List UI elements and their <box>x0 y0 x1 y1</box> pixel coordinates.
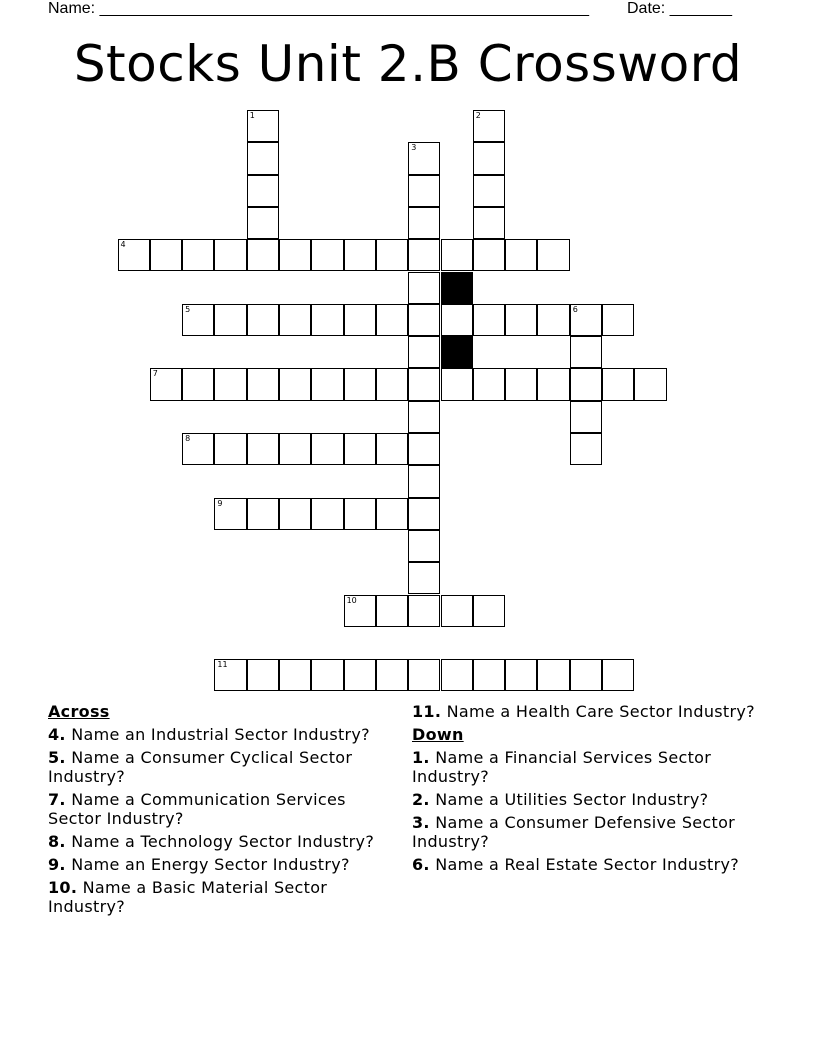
grid-cell[interactable] <box>537 659 569 691</box>
grid-cell[interactable] <box>376 304 408 336</box>
grid-cell[interactable] <box>570 368 602 400</box>
clue-number: 4. <box>48 725 66 744</box>
cell-number: 7 <box>152 369 158 379</box>
grid-cell[interactable] <box>408 659 440 691</box>
grid-cell[interactable] <box>311 239 343 271</box>
grid-cell[interactable] <box>182 304 214 336</box>
grid-cell[interactable] <box>473 304 505 336</box>
grid-cell[interactable] <box>247 239 279 271</box>
grid-cell[interactable] <box>182 433 214 465</box>
grid-cell[interactable] <box>279 368 311 400</box>
grid-cell[interactable] <box>279 239 311 271</box>
grid-cell[interactable] <box>537 304 569 336</box>
cell-number: 5 <box>185 304 191 314</box>
grid-cell[interactable] <box>408 465 440 497</box>
grid-cell[interactable] <box>570 659 602 691</box>
grid-cell[interactable] <box>408 530 440 562</box>
cell-number: 1 <box>249 111 255 120</box>
cell-number: 6 <box>572 304 578 314</box>
grid-cell[interactable] <box>376 595 408 627</box>
grid-cell[interactable] <box>408 498 440 530</box>
grid-cell[interactable] <box>344 498 376 530</box>
grid-cell[interactable] <box>214 659 246 691</box>
grid-cell[interactable] <box>441 304 473 336</box>
clue-text: Name a Basic Material Sector Industry? <box>48 878 328 916</box>
grid-cell[interactable] <box>408 433 440 465</box>
grid-cell[interactable] <box>344 304 376 336</box>
grid-cell[interactable] <box>247 175 279 207</box>
clue-number: 9. <box>48 855 66 874</box>
grid-cell[interactable] <box>473 595 505 627</box>
grid-cell[interactable] <box>505 368 537 400</box>
cell-number: 8 <box>185 434 191 443</box>
grid-cell[interactable] <box>473 142 505 174</box>
grid-cell[interactable] <box>408 142 440 174</box>
clue-number: 6. <box>412 855 430 874</box>
grid-cell[interactable] <box>537 368 569 400</box>
grid-cell[interactable] <box>505 659 537 691</box>
grid-cell[interactable] <box>279 659 311 691</box>
grid-cell[interactable] <box>408 239 440 271</box>
clue-text: Name a Consumer Defensive Sector Industry? <box>412 813 736 851</box>
grid-cell[interactable] <box>311 368 343 400</box>
clue-text: Name a Consumer Cyclical Sector Industry? <box>48 748 353 786</box>
grid-cell[interactable] <box>247 207 279 239</box>
grid-cell[interactable] <box>247 498 279 530</box>
grid-cell[interactable] <box>279 433 311 465</box>
grid-cell[interactable] <box>570 336 602 368</box>
grid-cell[interactable] <box>408 336 440 368</box>
grid-cell[interactable] <box>311 433 343 465</box>
clue-down-6 <box>412 855 762 874</box>
grid-cell[interactable] <box>311 498 343 530</box>
black-cell <box>441 336 473 368</box>
grid-cell[interactable] <box>344 239 376 271</box>
grid-cell[interactable] <box>473 110 505 142</box>
grid-cell[interactable] <box>279 498 311 530</box>
grid-cell[interactable] <box>634 368 666 400</box>
grid-cell[interactable] <box>473 239 505 271</box>
clue-text: Name a Health Care Sector Industry? <box>446 702 755 721</box>
name-field-label: Name: _______________________________________________________ <box>48 0 589 17</box>
across-clues <box>48 702 393 920</box>
clue-text: Name a Financial Services Sector Industry? <box>412 748 712 786</box>
grid-cell[interactable] <box>150 368 182 400</box>
grid-cell[interactable] <box>247 110 279 142</box>
grid-cell[interactable] <box>473 659 505 691</box>
grid-cell[interactable] <box>408 304 440 336</box>
clue-across-9 <box>48 855 393 874</box>
clue-text: Name a Utilities Sector Industry? <box>435 790 709 809</box>
grid-cell[interactable] <box>473 368 505 400</box>
grid-cell[interactable] <box>279 304 311 336</box>
clue-across-10 <box>48 878 393 916</box>
across-heading: Across <box>48 702 110 721</box>
grid-cell[interactable] <box>408 562 440 594</box>
grid-cell[interactable] <box>441 659 473 691</box>
grid-cell[interactable] <box>602 368 634 400</box>
grid-cell[interactable] <box>408 401 440 433</box>
grid-cell[interactable] <box>505 239 537 271</box>
grid-cell[interactable] <box>247 659 279 691</box>
grid-cell[interactable] <box>570 433 602 465</box>
clue-number: 7. <box>48 790 66 809</box>
clue-across-7 <box>48 790 393 828</box>
grid-cell[interactable] <box>602 659 634 691</box>
clue-number: 8. <box>48 832 66 851</box>
grid-cell[interactable] <box>408 207 440 239</box>
grid-cell[interactable] <box>441 368 473 400</box>
cell-number: 4 <box>120 240 126 250</box>
grid-cell[interactable] <box>214 433 246 465</box>
grid-cell[interactable] <box>376 659 408 691</box>
grid-cell[interactable] <box>182 239 214 271</box>
grid-cell[interactable] <box>247 368 279 400</box>
clue-number: 5. <box>48 748 66 767</box>
clue-down-2 <box>412 790 762 809</box>
grid-cell[interactable] <box>570 401 602 433</box>
clue-text: Name an Energy Sector Industry? <box>71 855 350 874</box>
grid-cell[interactable] <box>247 142 279 174</box>
grid-cell[interactable] <box>214 368 246 400</box>
grid-cell[interactable] <box>408 272 440 304</box>
down-heading: Down <box>412 725 464 744</box>
clue-across-5 <box>48 748 393 786</box>
clue-text: Name an Industrial Sector Industry? <box>71 725 370 744</box>
cell-number: 9 <box>217 498 223 508</box>
grid-cell[interactable] <box>376 433 408 465</box>
grid-cell[interactable] <box>182 368 214 400</box>
clue-text: Name a Real Estate Sector Industry? <box>435 855 740 874</box>
cell-number: 2 <box>475 111 481 120</box>
clue-down-3 <box>412 813 762 851</box>
grid-cell[interactable] <box>344 368 376 400</box>
grid-cell[interactable] <box>247 304 279 336</box>
page-title: Stocks Unit 2.B Crossword <box>73 35 743 93</box>
clue-across-8 <box>48 832 393 851</box>
clue-across-11 <box>412 702 762 721</box>
grid-cell[interactable] <box>344 659 376 691</box>
grid-cell[interactable] <box>408 595 440 627</box>
grid-cell[interactable] <box>214 239 246 271</box>
grid-cell[interactable] <box>214 304 246 336</box>
grid-cell[interactable] <box>441 239 473 271</box>
cell-number: 10 <box>346 595 357 605</box>
grid-cell[interactable] <box>602 304 634 336</box>
right-clues <box>412 702 762 878</box>
clue-down-1 <box>412 748 762 786</box>
date-field-label: Date: _______ <box>627 0 732 17</box>
clue-text: Name a Technology Sector Industry? <box>71 832 375 851</box>
cell-number: 11 <box>217 660 228 670</box>
grid-cell[interactable] <box>537 239 569 271</box>
clue-number: 3. <box>412 813 430 832</box>
grid-cell[interactable] <box>441 595 473 627</box>
grid-cell[interactable] <box>408 175 440 207</box>
grid-cell[interactable] <box>473 207 505 239</box>
grid-cell[interactable] <box>505 304 537 336</box>
grid-cell[interactable] <box>311 304 343 336</box>
grid-cell[interactable] <box>214 498 246 530</box>
grid-cell[interactable] <box>311 659 343 691</box>
clue-text: Name a Communication Services Sector Industry? <box>48 790 346 828</box>
clue-number: 10. <box>48 878 78 897</box>
grid-cell[interactable] <box>344 595 376 627</box>
grid-cell[interactable] <box>247 433 279 465</box>
grid-cell[interactable] <box>376 368 408 400</box>
clue-number: 11. <box>412 702 442 721</box>
clue-across-4 <box>48 725 393 744</box>
grid-cell[interactable] <box>118 239 150 271</box>
cell-number: 3 <box>411 143 417 153</box>
grid-cell[interactable] <box>408 368 440 400</box>
grid-cell[interactable] <box>150 239 182 271</box>
grid-cell[interactable] <box>376 239 408 271</box>
grid-cell[interactable] <box>344 433 376 465</box>
grid-cell[interactable] <box>570 304 602 336</box>
grid-cell[interactable] <box>376 498 408 530</box>
black-cell <box>441 272 473 304</box>
clue-number: 1. <box>412 748 430 767</box>
clue-number: 2. <box>412 790 430 809</box>
grid-cell[interactable] <box>473 175 505 207</box>
